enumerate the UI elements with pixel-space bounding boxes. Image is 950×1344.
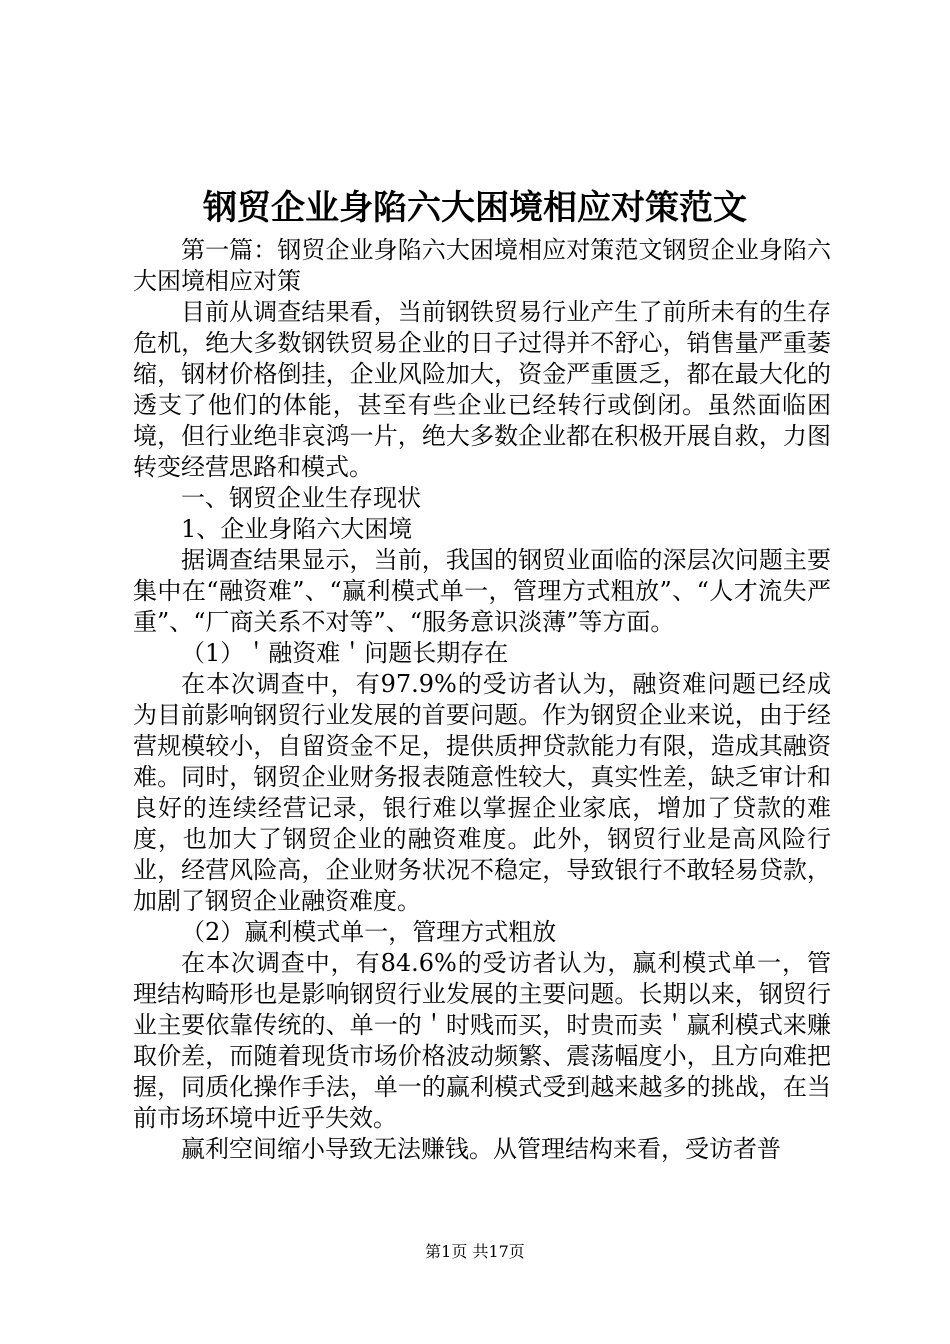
document-title: 钢贸企业身陷六大困境相应对策范文 — [203, 188, 747, 228]
paragraph-5: 在本次调查中，有84.6%的受访者认为，赢利模式单一，管理结构畸形也是影响钢贸行业发展的主要问题。长期以来，钢贸行业主要依靠传统的、单一的＇时贱而买，时贵而卖＇赢利模式来赚取价差，而随着现货市场价格波动频繁、震荡幅度小，且方向难把握，同质化操作手法，单一的赢利模式受到越来越多的挑战，在当前市场环境中近乎失效。 — [133, 949, 831, 1132]
paragraph-2: 目前从调查结果看，当前钢铁贸易行业产生了前所未有的生存危机，绝大多数钢铁贸易企业的日子过得并不舒心，销售量严重萎缩，钢材价格倒挂，企业风险加大，资金严重匮乏，都在最大化的透支了他们的体能，甚至有些企业已经转行或倒闭。虽然面临困境，但行业绝非哀鸿一片，绝大多数企业都在积极开展自救，力图转变经营思路和模式。 — [133, 298, 831, 481]
paragraph-1: 第一篇：钢贸企业身陷六大困境相应对策范文钢贸企业身陷六大困境相应对策 — [133, 236, 831, 295]
subsection-heading-1: 1、企业身陷六大困境 — [181, 515, 413, 543]
section-heading-1: 一、钢贸企业生存现状 — [181, 484, 421, 512]
item-heading-1: （1）＇融资难＇问题长期存在 — [181, 639, 509, 667]
page-footer: 第1页 共17页 — [425, 1242, 525, 1261]
paragraph-6: 赢利空间缩小导致无法赚钱。从管理结构来看，受访者普 — [181, 1135, 781, 1163]
item-heading-2: （2）赢利模式单一，管理方式粗放 — [181, 918, 557, 946]
document-body — [133, 235, 831, 1165]
paragraph-4: 在本次调查中，有97.9%的受访者认为，融资难问题已经成为目前影响钢贸行业发展的首要问题。作为钢贸企业来说，由于经营规模较小，自留资金不足，提供质押贷款能力有限，造成其融资难。同时，钢贸企业财务报表随意性较大，真实性差，缺乏审计和良好的连续经营记录，银行难以掌握企业家底，增加了贷款的难度，也加大了钢贸企业的融资难度。此外，钢贸行业是高风险行业，经营风险高，企业财务状况不稳定，导致银行不敢轻易贷款，加剧了钢贸企业融资难度。 — [133, 670, 831, 915]
paragraph-3: 据调查结果显示，当前，我国的钢贸业面临的深层次问题主要集中在“融资难”、“赢利模式单一，管理方式粗放”、“人才流失严重”、“厂商关系不对等”、“服务意识淡薄”等方面。 — [133, 546, 831, 636]
